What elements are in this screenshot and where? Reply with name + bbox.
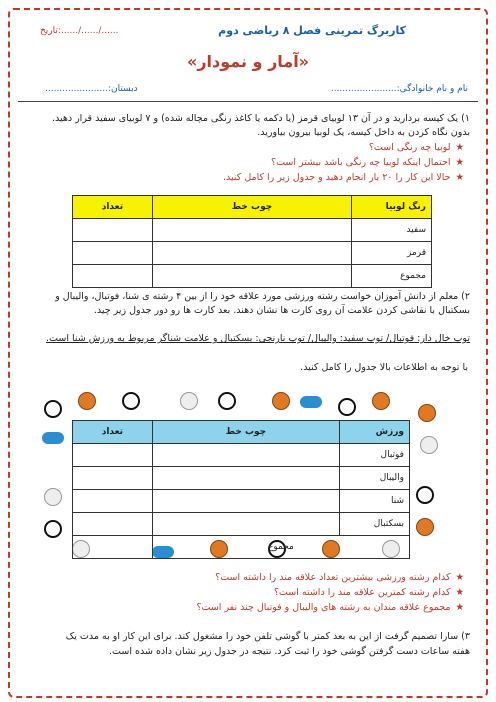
school-field: دبستان:...................... [45, 84, 138, 94]
star-icon: ★ [455, 172, 464, 183]
q2-bullet: ★کدام رشته کمترین علاقه مند را داشته است؟ [273, 587, 464, 598]
column-header: چوب خط [152, 421, 339, 444]
date-field: تاریخ:....../....../...... [40, 26, 119, 36]
swimmer-icon [42, 432, 64, 444]
column-header: چوب خط [152, 196, 351, 219]
soccer-ball-icon [122, 392, 140, 410]
sport-table [72, 420, 410, 559]
column-header: تعداد [73, 196, 153, 219]
star-icon: ★ [455, 587, 464, 598]
table-row: مجموع [73, 265, 432, 288]
worksheet-subtitle: «آمار و نمودار» [186, 52, 310, 71]
q1-bullet: ★لوبیا چه رنگی است؟ [368, 142, 464, 153]
table-row: سفید [73, 219, 432, 242]
star-icon: ★ [455, 142, 464, 153]
soccer-ball-icon [338, 398, 356, 416]
column-header: تعداد [73, 421, 153, 444]
q1-bullet: ★احتمال اینکه لوبیا چه رنگی باشد بیشتر است؟ [271, 157, 464, 168]
volleyball-icon [420, 436, 438, 454]
soccer-ball-icon [44, 520, 62, 538]
soccer-ball-icon [416, 486, 434, 504]
soccer-ball-icon [218, 392, 236, 410]
q2-bullet: ★مجموع علاقه مندان به رشته های والیبال و فوتبال چند نفر است؟ [196, 602, 464, 613]
q1-bullet: ★حالا این کار را ۲۰ بار انجام دهید و جدول زیر را کامل کنید. [223, 172, 464, 183]
table-row: بسکتبال [73, 513, 410, 536]
basketball-icon [418, 404, 436, 422]
basketball-icon [372, 392, 390, 410]
q1-line-1: ۱) یک کیسه بردارید و در آن ۱۳ لوبیای قرمز (یا دکمه یا کاغذ رنگی مچاله شده) و ۷ لوبیای سفید قرار دهید. [51, 113, 470, 124]
q2-line-1: ۲) معلم از دانش آموزان خواست رشته ورزشی مورد علاقه خود را از بین ۴ رشته ی شنا، فوتبال، والیبال و [55, 291, 470, 302]
table-row: فوتبال [73, 444, 410, 467]
swimmer-icon [300, 396, 322, 408]
q3-line-1: ۳) سارا تصمیم گرفت از این به بعد کمتر با گوشی تلفن خود را مشغول کند. برای این کار او به مدت یک [65, 631, 470, 642]
worksheet-title: کاربرگ تمرینی فصل ۸ ریاضی دوم [218, 24, 406, 37]
basketball-icon [416, 518, 434, 536]
table-row: قرمز [73, 242, 432, 265]
table-row: شنا [73, 490, 410, 513]
volleyball-icon [44, 488, 62, 506]
q3-line-2: هفته ساعات دست گرفتن گوشی خود را ثبت کرد. نتیجه در جدول زیر نشان داده شده است. [109, 646, 470, 657]
star-icon: ★ [455, 572, 464, 583]
basketball-icon [78, 392, 96, 410]
star-icon: ★ [455, 157, 464, 168]
name-field: نام و نام خانوادگی:....................... [330, 84, 468, 94]
header-divider [18, 101, 478, 102]
star-icon: ★ [455, 602, 464, 613]
q2-legend: توپ خال دار: فوتبال/ توپ سفید: والیبال/ توپ نارنجی: بسکتبال و علامت شناگر مربوط به ورزش شنا است. [46, 333, 470, 344]
q2-bullet: ★کدام رشته ورزشی بیشترین تعداد علاقه مند را داشته است؟ [215, 572, 464, 583]
column-header: ورزش [340, 421, 410, 444]
table-row: مجموع [73, 536, 410, 559]
q1-line-2: بدون نگاه کردن به داخل کیسه، یک لوبیا بیرون بیاورید. [257, 127, 470, 138]
q2-line-2: بسکتبال با نقاشی کردن علامت آن روی کارت ها نشان دهند. بعد کارت ها رو دور جدول زیر چید. [93, 305, 470, 316]
basketball-icon [272, 392, 290, 410]
table-row: والیبال [73, 467, 410, 490]
column-header: رنگ لوبیا [352, 196, 432, 219]
bean-table [72, 195, 432, 288]
soccer-ball-icon [44, 400, 62, 418]
q2-instruction: با توجه به اطلاعات بالا جدول را کامل کنید. [300, 362, 468, 373]
volleyball-icon [180, 392, 198, 410]
